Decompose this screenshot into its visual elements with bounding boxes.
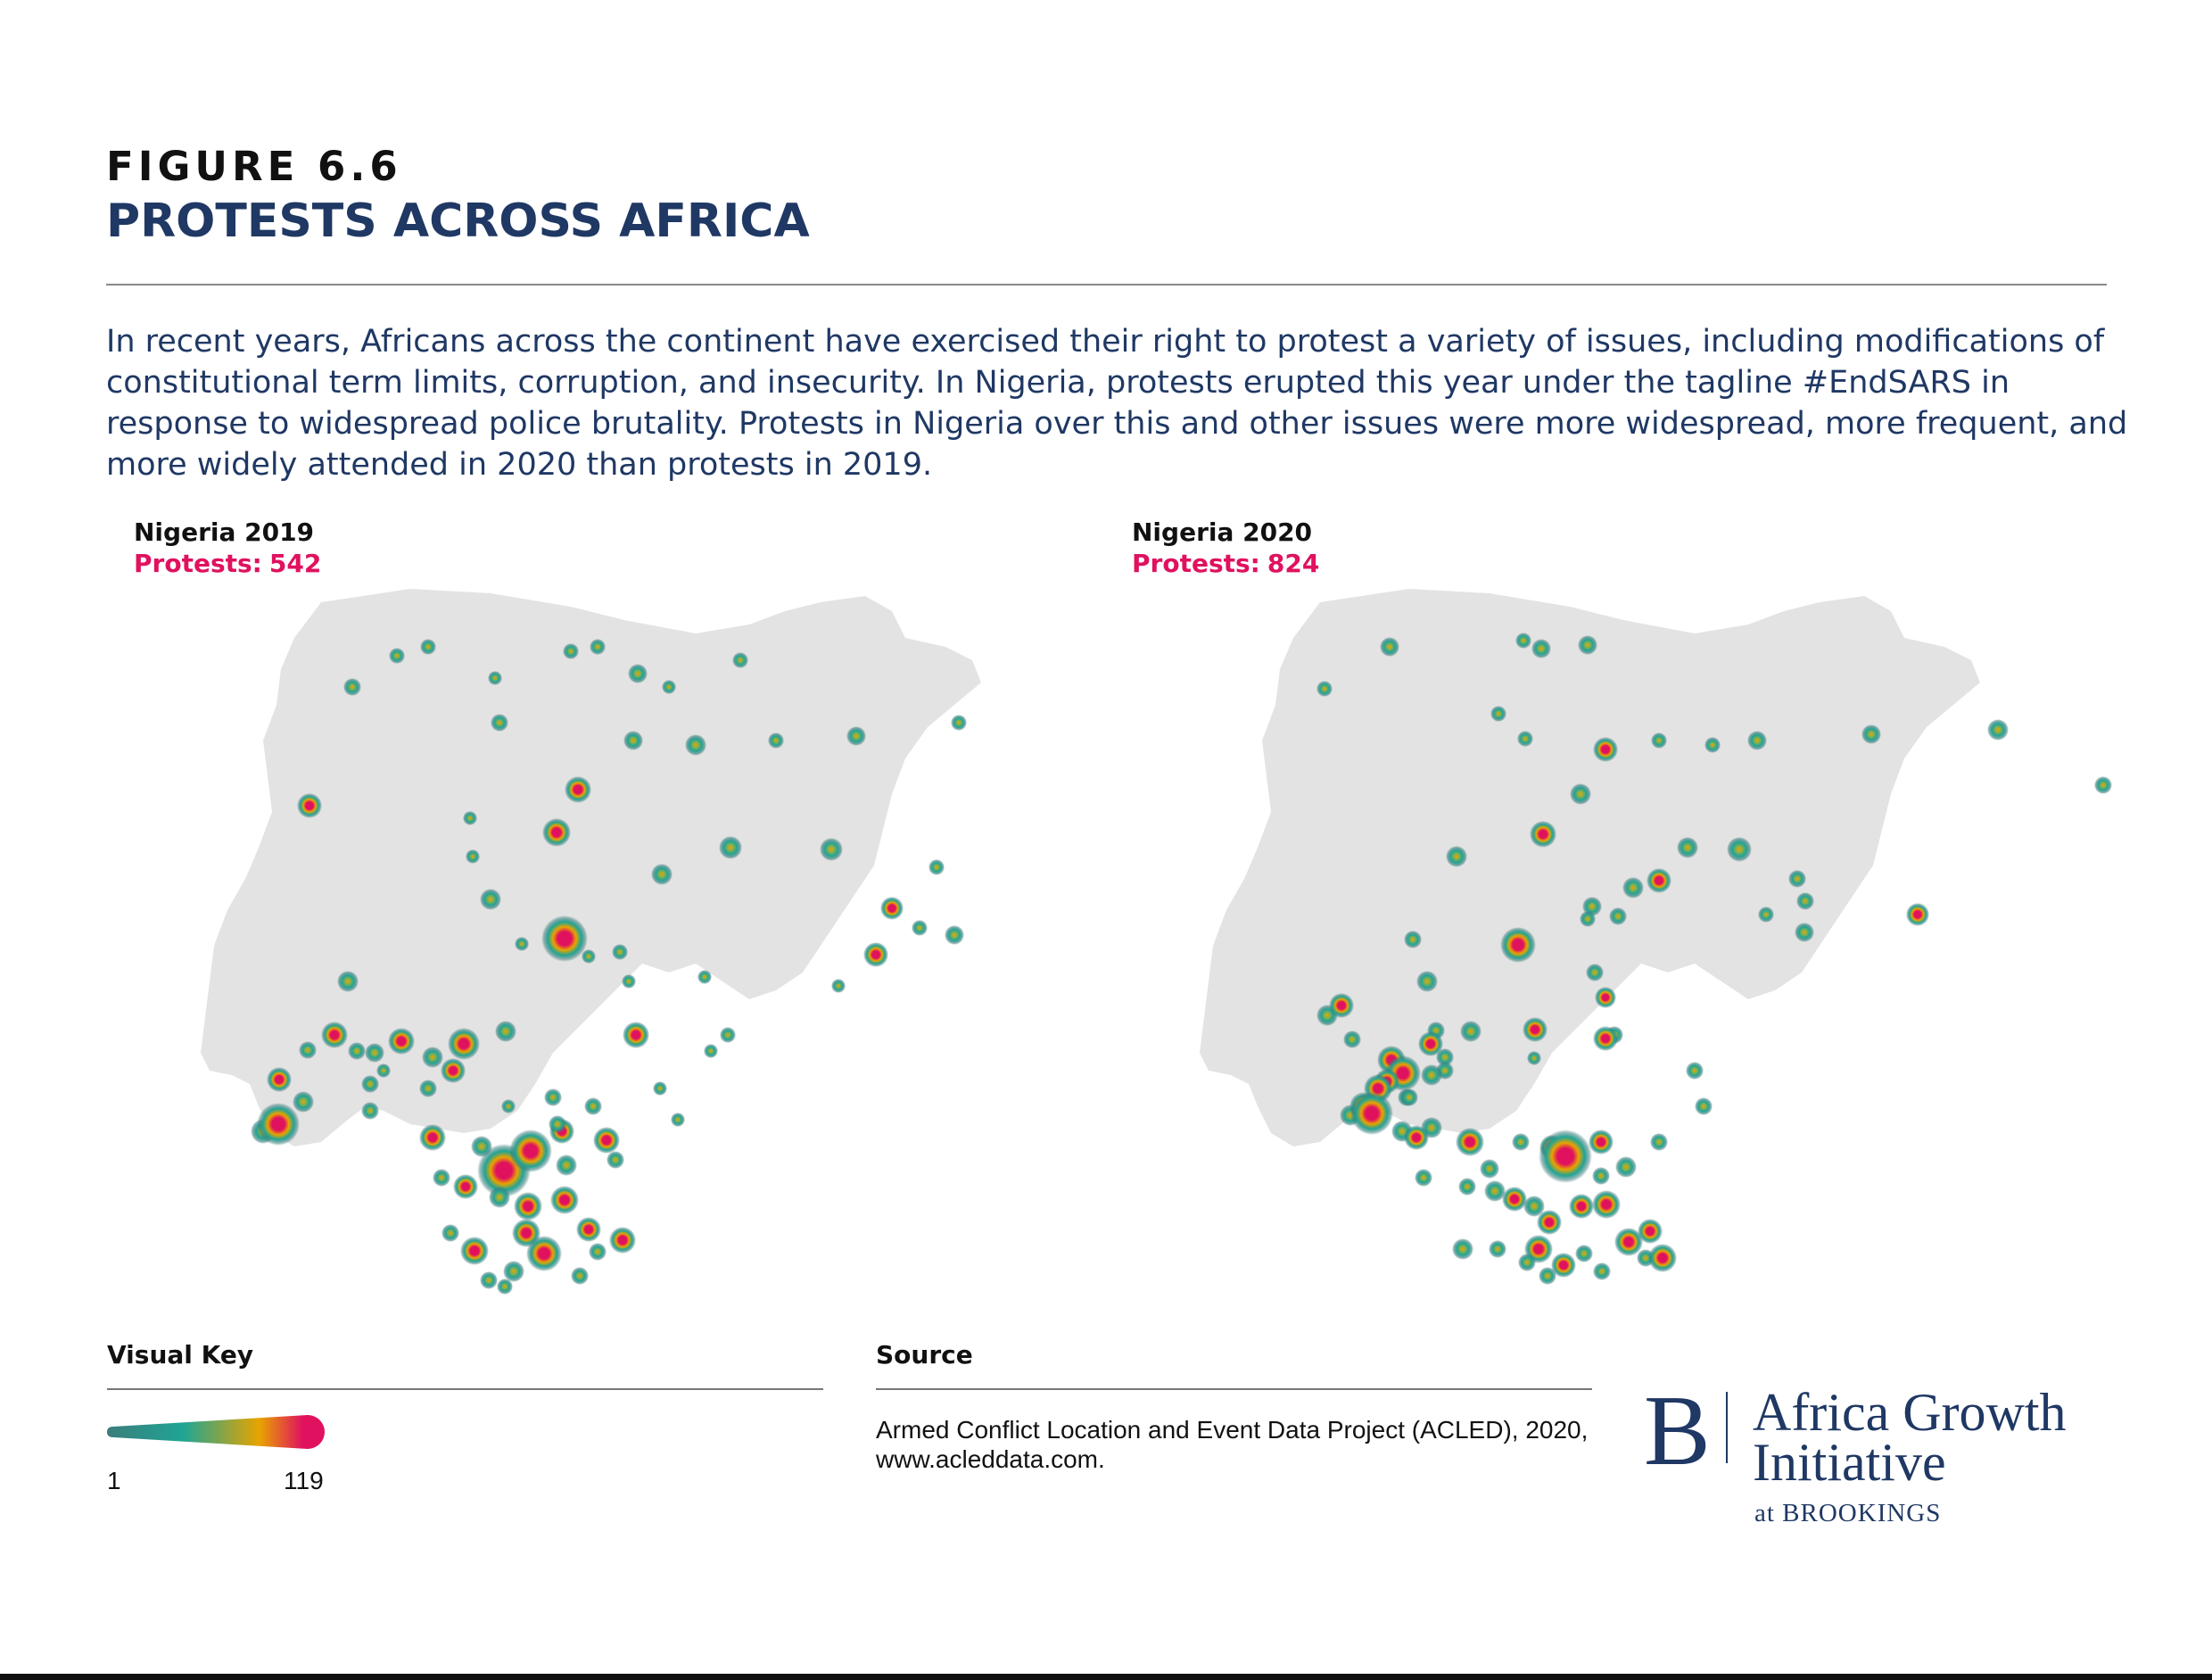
protest-hotspot xyxy=(321,1022,348,1048)
protest-hotspot xyxy=(480,1271,498,1289)
protest-hotspot xyxy=(1490,706,1506,722)
protest-hotspot xyxy=(1648,1244,1677,1272)
protest-hotspot xyxy=(1500,927,1536,963)
protest-hotspot xyxy=(361,1102,379,1120)
protest-hotspot xyxy=(1539,1267,1556,1285)
protest-hotspot xyxy=(1686,1062,1704,1080)
protest-hotspot xyxy=(951,715,967,731)
protest-hotspot xyxy=(1350,1092,1393,1135)
protest-hotspot xyxy=(293,1091,314,1113)
protest-hotspot xyxy=(565,776,591,803)
visual-key-min-label: 1 xyxy=(107,1467,121,1494)
protest-hotspot xyxy=(541,915,588,962)
protest-hotspot xyxy=(544,1088,562,1106)
protest-hotspot xyxy=(628,664,648,683)
protest-hotspot xyxy=(514,1192,542,1221)
protest-hotspot xyxy=(1404,1125,1429,1150)
protest-hotspot xyxy=(1343,1030,1361,1048)
protest-hotspot xyxy=(1758,906,1774,923)
protest-hotspot xyxy=(831,979,846,993)
protest-hotspot xyxy=(589,1243,607,1261)
protest-hotspot xyxy=(501,1099,516,1113)
logo-name: Africa Growth Initiative xyxy=(1753,1383,2067,1492)
protest-hotspot xyxy=(1458,1178,1476,1196)
protest-hotspot xyxy=(389,648,405,664)
protest-hotspot xyxy=(495,1021,516,1042)
protest-hotspot xyxy=(466,849,480,864)
protest-hotspot xyxy=(584,1097,602,1115)
source-text: Armed Conflict Location and Event Data Project (ACLED), 2020, www.acleddata.com. xyxy=(876,1416,1589,1473)
protest-hotspot xyxy=(1609,907,1627,925)
protest-hotspot xyxy=(1677,837,1698,858)
protest-hotspot xyxy=(463,811,477,825)
map-2019-count: Protests: 542 xyxy=(134,549,322,578)
protest-hotspot xyxy=(1530,821,1556,848)
protest-hotspot xyxy=(1747,731,1767,750)
protest-hotspot xyxy=(1570,783,1591,805)
protest-hotspot xyxy=(257,1103,300,1146)
protest-hotspot xyxy=(1446,846,1467,867)
protest-hotspot xyxy=(1539,1130,1592,1183)
protest-hotspot xyxy=(420,639,436,655)
protest-hotspot xyxy=(1578,635,1597,655)
protest-hotspot xyxy=(622,974,636,989)
header-divider xyxy=(106,284,2107,286)
protest-hotspot xyxy=(1593,737,1618,762)
protest-hotspot xyxy=(1400,1088,1418,1106)
protest-hotspot xyxy=(1593,1026,1618,1051)
brookings-logo-mark: B xyxy=(1644,1376,1711,1486)
protest-hotspot xyxy=(422,1047,443,1068)
protest-hotspot xyxy=(1531,639,1551,658)
protest-hotspot xyxy=(1795,923,1814,942)
protest-hotspot xyxy=(489,1187,510,1208)
protest-hotspot xyxy=(1456,1128,1484,1156)
protest-hotspot xyxy=(768,732,784,749)
bottom-bar xyxy=(0,1674,2212,1680)
protest-hotspot xyxy=(720,1027,736,1043)
map-2019 xyxy=(196,571,1124,1312)
protest-hotspot xyxy=(685,734,706,756)
protest-hotspot xyxy=(1502,1187,1527,1212)
protest-hotspot xyxy=(1796,892,1814,910)
protest-hotspot xyxy=(2094,776,2112,794)
protest-hotspot xyxy=(1452,1238,1473,1260)
protest-hotspot xyxy=(1589,1130,1614,1154)
protest-hotspot xyxy=(1316,681,1333,697)
logo-subtitle: at BROOKINGS xyxy=(1754,1499,1942,1527)
protest-hotspot xyxy=(651,864,673,885)
protest-hotspot xyxy=(1580,911,1596,927)
protest-hotspot xyxy=(623,731,643,750)
protest-hotspot xyxy=(509,1130,552,1172)
protest-hotspot xyxy=(419,1124,446,1151)
protest-hotspot xyxy=(1515,633,1531,649)
protest-hotspot xyxy=(1727,837,1752,862)
protest-hotspot xyxy=(590,639,606,655)
intro-paragraph: In recent years, Africans across the continent have exercised their right to protest a variety of issues, including modifications of constitutional term limits, corruption, and insecurity. In Nigeria, protests erupted this year under the tagline #EndSARS in response to widespread police brutality. Protests in Nigeria over this and other issues were more widespread, more frequent, and more widely attended in 2020 than protests in 2019. xyxy=(106,324,2128,483)
figure-title: PROTESTS ACROSS AFRICA xyxy=(106,194,810,248)
protest-hotspot xyxy=(1416,971,1438,992)
protest-hotspot xyxy=(388,1028,415,1055)
protest-hotspot xyxy=(448,1028,480,1060)
protest-hotspot xyxy=(1788,870,1806,888)
visual-key-title: Visual Key xyxy=(107,1340,254,1370)
protest-hotspot xyxy=(1421,1064,1442,1086)
protest-hotspot xyxy=(343,678,361,696)
logo-divider xyxy=(1726,1392,1728,1463)
protest-hotspot xyxy=(623,1022,649,1048)
protest-hotspot xyxy=(1380,637,1399,657)
protest-hotspot xyxy=(1575,1245,1593,1262)
protest-hotspot xyxy=(1518,1254,1536,1271)
protest-hotspot xyxy=(267,1067,292,1092)
map-2019-title: Nigeria 2019 xyxy=(134,517,315,547)
protest-hotspot xyxy=(1906,903,1929,926)
protest-hotspot xyxy=(1460,1021,1482,1042)
protest-hotspot xyxy=(337,971,359,992)
protest-hotspot xyxy=(1586,964,1604,981)
protest-hotspot xyxy=(1650,1133,1668,1151)
protest-hotspot xyxy=(515,937,529,951)
protest-hotspot xyxy=(1987,719,2009,741)
protest-hotspot xyxy=(612,944,628,960)
protest-hotspot xyxy=(550,1186,579,1214)
protest-hotspot xyxy=(1593,1262,1611,1280)
protest-hotspot xyxy=(488,671,502,685)
protest-hotspot xyxy=(297,793,322,818)
protest-hotspot xyxy=(1404,931,1422,948)
visual-key-max-label: 119 xyxy=(284,1467,324,1494)
protest-hotspot xyxy=(1415,1169,1432,1187)
source-title: Source xyxy=(876,1340,973,1370)
protest-hotspot xyxy=(563,643,579,659)
protest-hotspot xyxy=(556,1154,577,1176)
protest-hotspot xyxy=(704,1044,718,1058)
protest-hotspot xyxy=(1537,1210,1562,1235)
protest-hotspot xyxy=(671,1113,685,1127)
protest-hotspot xyxy=(433,1169,450,1187)
protest-hotspot xyxy=(1622,877,1644,898)
protest-hotspot xyxy=(912,920,928,936)
protest-hotspot xyxy=(607,1151,624,1169)
protest-hotspot xyxy=(582,949,596,964)
visual-key-legend-bar xyxy=(103,1410,334,1454)
protest-hotspot xyxy=(441,1058,466,1083)
protest-hotspot xyxy=(1523,1017,1548,1042)
protest-hotspot xyxy=(1651,732,1667,749)
protest-hotspot xyxy=(571,1267,589,1285)
protest-hotspot xyxy=(526,1236,562,1271)
map-2020 xyxy=(1195,571,2123,1312)
protest-hotspot xyxy=(1527,1051,1541,1065)
protest-hotspot xyxy=(1704,737,1721,753)
protest-hotspot xyxy=(480,889,501,910)
protest-hotspot xyxy=(1647,868,1671,893)
protest-hotspot xyxy=(1329,993,1354,1018)
protest-hotspot xyxy=(929,859,945,875)
protest-hotspot xyxy=(662,680,676,694)
protest-hotspot xyxy=(1517,731,1533,747)
protest-hotspot xyxy=(732,652,748,668)
protest-hotspot xyxy=(697,970,712,984)
protest-hotspot xyxy=(299,1041,317,1059)
map-2020-title: Nigeria 2020 xyxy=(1132,517,1313,547)
protest-hotspot xyxy=(1861,724,1881,744)
protest-hotspot xyxy=(1615,1156,1637,1178)
protest-hotspot xyxy=(361,1075,379,1093)
protest-hotspot xyxy=(846,726,866,746)
protest-hotspot xyxy=(549,1115,566,1133)
protest-hotspot xyxy=(453,1174,478,1199)
protest-hotspot xyxy=(1489,1240,1506,1258)
protest-hotspot xyxy=(460,1237,489,1265)
protest-hotspot xyxy=(1592,1190,1621,1219)
protest-hotspot xyxy=(880,897,904,920)
protest-hotspot xyxy=(376,1063,391,1078)
protest-hotspot xyxy=(442,1224,459,1242)
protest-hotspot xyxy=(609,1227,636,1254)
protest-hotspot xyxy=(945,925,964,945)
protest-hotspot xyxy=(1512,1133,1530,1151)
visual-key-divider xyxy=(107,1388,823,1390)
protest-hotspot xyxy=(365,1043,384,1063)
protest-hotspot xyxy=(863,942,888,967)
nigeria-outline-2020 xyxy=(1200,589,1980,1146)
protest-hotspot xyxy=(419,1080,437,1097)
protest-hotspot xyxy=(593,1127,620,1154)
protest-hotspot xyxy=(542,818,571,847)
protest-hotspot xyxy=(348,1042,366,1060)
protest-hotspot xyxy=(1614,1228,1643,1256)
protest-hotspot xyxy=(1595,987,1616,1008)
protest-hotspot xyxy=(503,1261,524,1282)
nigeria-outline-2019 xyxy=(201,589,981,1146)
protest-hotspot xyxy=(576,1217,601,1242)
protest-hotspot xyxy=(719,836,742,859)
protest-hotspot xyxy=(1480,1159,1499,1179)
protest-hotspot xyxy=(653,1081,667,1096)
protest-hotspot xyxy=(1695,1097,1713,1115)
protest-hotspot xyxy=(1592,1167,1610,1185)
source-divider xyxy=(876,1388,1592,1390)
protest-hotspot xyxy=(491,714,508,732)
protest-hotspot xyxy=(1569,1194,1594,1219)
figure-label: FIGURE 6.6 xyxy=(106,143,402,190)
map-2020-count: Protests: 824 xyxy=(1132,549,1320,578)
protest-hotspot xyxy=(820,838,843,861)
